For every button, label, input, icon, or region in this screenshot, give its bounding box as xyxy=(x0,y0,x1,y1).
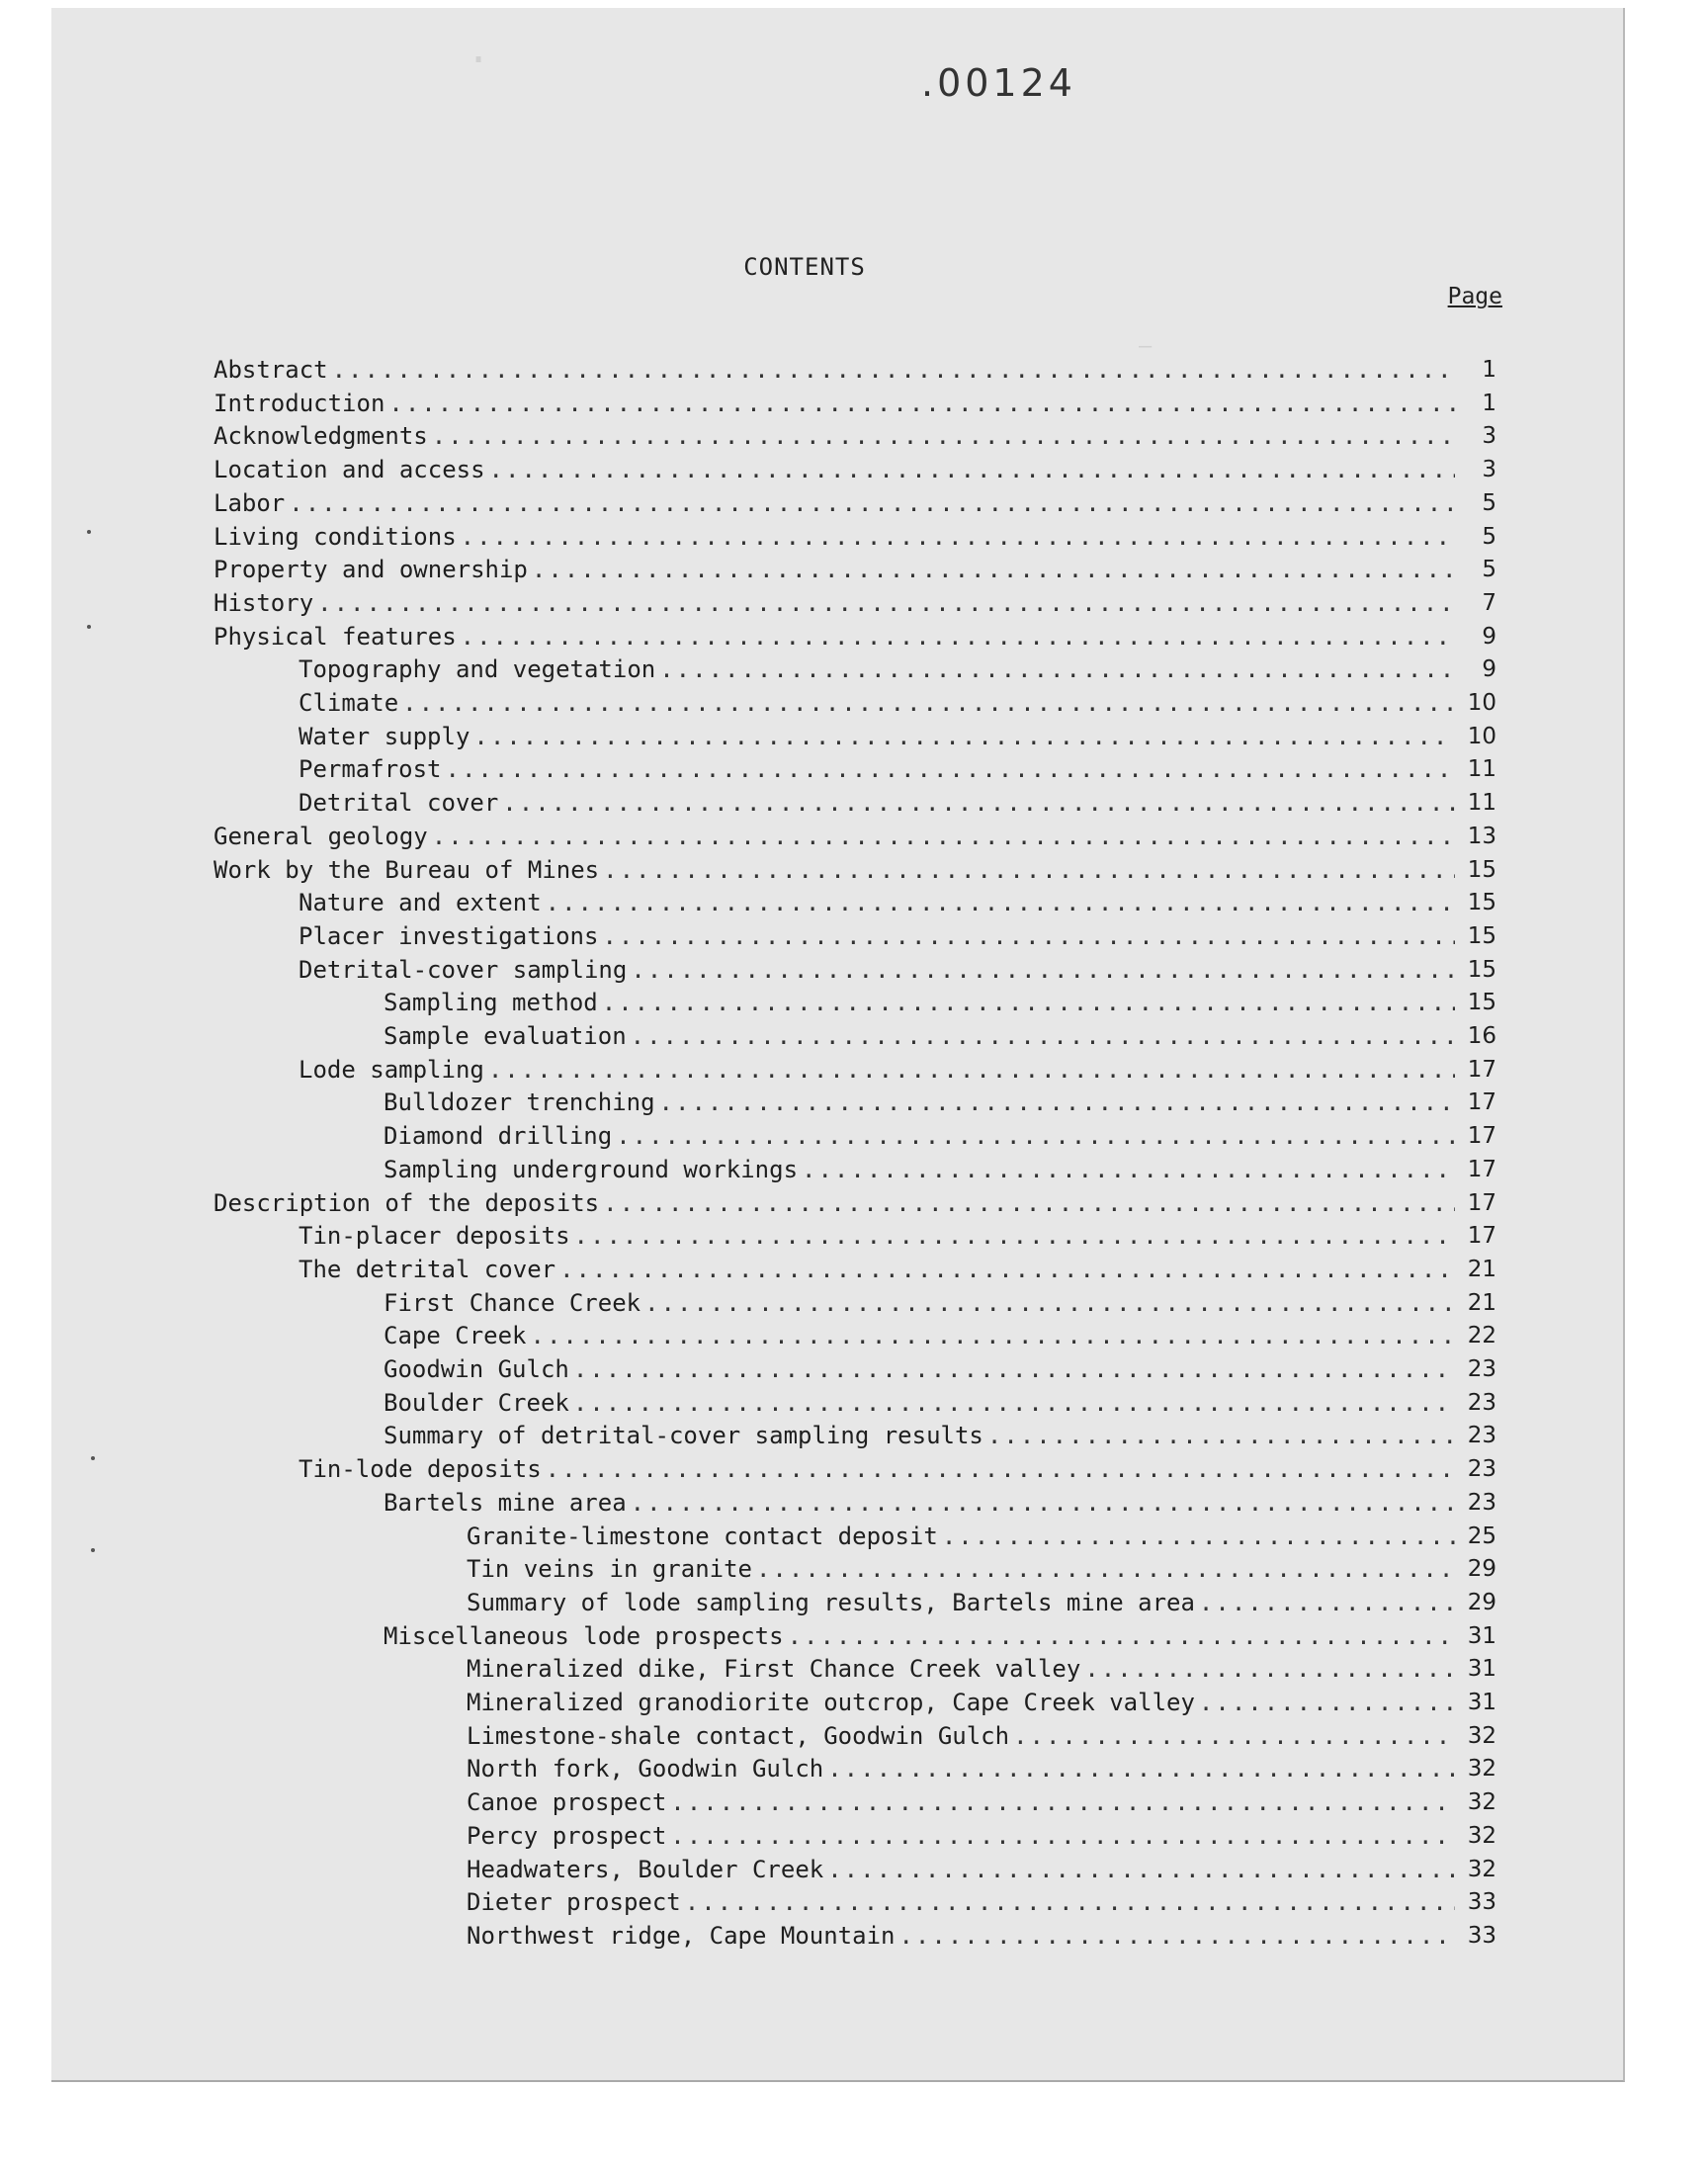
toc-entry-label: Sample evaluation xyxy=(384,1022,627,1050)
toc-entry-label: Bartels mine area xyxy=(384,1489,627,1517)
toc-entry-label: Summary of detrital-cover sampling results xyxy=(384,1422,983,1449)
toc-entry-label: Water supply xyxy=(299,723,470,750)
dot-leader xyxy=(987,1422,1455,1449)
toc-entry-page: 10 xyxy=(1467,690,1496,716)
toc-entry-label: Location and access xyxy=(214,456,485,483)
toc-entry xyxy=(299,1253,1496,1286)
toc-entry-label: Mineralized dike, First Chance Creek valley xyxy=(467,1655,1081,1683)
toc-entry-page: 15 xyxy=(1467,957,1496,983)
dot-leader xyxy=(488,1056,1455,1084)
toc-entry xyxy=(384,1119,1496,1153)
toc-entry-page: 1 xyxy=(1482,391,1496,416)
toc-entry xyxy=(214,453,1496,486)
toc-entry-page: 23 xyxy=(1467,1490,1496,1516)
dot-leader xyxy=(531,1322,1456,1349)
toc-entry-page: 22 xyxy=(1467,1323,1496,1348)
toc-entry-page: 5 xyxy=(1482,490,1496,516)
toc-entry-label: Granite-limestone contact deposit xyxy=(467,1522,938,1550)
toc-entry-label: Abstract xyxy=(214,356,328,384)
dot-leader xyxy=(402,689,1455,717)
toc-entry-page: 5 xyxy=(1482,557,1496,582)
toc-entry-label: Description of the deposits xyxy=(214,1189,600,1217)
toc-entry-page: 23 xyxy=(1467,1356,1496,1382)
toc-entry xyxy=(384,1419,1496,1452)
toc-entry-page: 32 xyxy=(1467,1789,1496,1815)
toc-entry-page: 3 xyxy=(1482,423,1496,449)
toc-entry-page: 31 xyxy=(1467,1623,1496,1649)
toc-entry xyxy=(214,419,1496,453)
toc-entry-page: 32 xyxy=(1467,1723,1496,1749)
toc-entry xyxy=(214,353,1496,387)
toc-entry xyxy=(214,1186,1496,1220)
scan-speck xyxy=(91,1548,95,1552)
toc-entry xyxy=(214,586,1496,620)
toc-entry-label: Detrital-cover sampling xyxy=(299,956,628,984)
dot-leader xyxy=(388,390,1455,417)
dot-leader xyxy=(827,1755,1455,1783)
toc-entry xyxy=(384,1319,1496,1352)
toc-entry-label: Tin-placer deposits xyxy=(299,1222,570,1250)
toc-entry-label: General geology xyxy=(214,823,428,850)
toc-entry-label: Nature and extent xyxy=(299,889,542,916)
toc-entry-page: 7 xyxy=(1482,590,1496,616)
dot-leader xyxy=(332,356,1455,384)
bleed-through-mark: — xyxy=(1139,334,1153,359)
dot-leader xyxy=(432,422,1455,450)
toc-entry-label: Labor xyxy=(214,489,286,517)
toc-entry-label: Detrital cover xyxy=(299,789,499,817)
dot-leader xyxy=(573,1389,1455,1417)
toc-entry-label: Introduction xyxy=(214,390,385,417)
toc-entry-page: 10 xyxy=(1467,724,1496,749)
toc-entry xyxy=(467,1885,1496,1919)
toc-entry xyxy=(467,1919,1496,1953)
page-column-header: Page xyxy=(1447,284,1502,309)
toc-entry xyxy=(214,620,1496,653)
toc-entry xyxy=(214,853,1496,887)
toc-entry xyxy=(299,752,1496,786)
toc-entry-page: 15 xyxy=(1467,990,1496,1015)
toc-entry-label: North fork, Goodwin Gulch xyxy=(467,1755,824,1783)
dot-leader xyxy=(473,723,1455,750)
toc-entry-label: Boulder Creek xyxy=(384,1389,569,1417)
toc-entry-page: 11 xyxy=(1467,756,1496,782)
toc-entry-page: 31 xyxy=(1467,1690,1496,1715)
toc-entry xyxy=(467,1686,1496,1719)
toc-entry-page: 11 xyxy=(1467,790,1496,816)
toc-entry xyxy=(384,1619,1496,1653)
toc-entry-label: Sampling underground workings xyxy=(384,1156,799,1183)
dot-leader xyxy=(602,989,1455,1016)
document-stamp-number: .00124 xyxy=(921,61,1076,105)
toc-entry-page: 23 xyxy=(1467,1390,1496,1416)
dot-leader xyxy=(502,789,1455,817)
toc-entry xyxy=(384,1286,1496,1320)
toc-entry xyxy=(299,1053,1496,1087)
toc-entry-page: 29 xyxy=(1467,1556,1496,1582)
toc-entry-page: 31 xyxy=(1467,1656,1496,1682)
toc-entry-label: Limestone-shale contact, Goodwin Gulch xyxy=(467,1722,1010,1750)
toc-entry xyxy=(467,1819,1496,1853)
toc-entry-page: 32 xyxy=(1467,1857,1496,1882)
toc-entry-page: 21 xyxy=(1467,1257,1496,1282)
toc-entry-page: 17 xyxy=(1467,1123,1496,1149)
dot-leader xyxy=(659,655,1455,683)
toc-entry-label: Tin-lode deposits xyxy=(299,1455,542,1483)
toc-entry-label: The detrital cover xyxy=(299,1256,556,1283)
dot-leader xyxy=(546,1455,1455,1483)
dot-leader xyxy=(573,1355,1455,1383)
toc-entry xyxy=(299,1452,1496,1486)
toc-entry-page: 16 xyxy=(1467,1023,1496,1049)
toc-entry xyxy=(384,1086,1496,1119)
toc-entry-label: Physical features xyxy=(214,623,457,651)
toc-entry-page: 17 xyxy=(1467,1089,1496,1115)
dot-leader xyxy=(685,1888,1455,1916)
toc-entry-label: Cape Creek xyxy=(384,1322,527,1349)
dot-leader xyxy=(788,1622,1455,1650)
toc-entry xyxy=(299,786,1496,820)
toc-entry-page: 33 xyxy=(1467,1923,1496,1949)
toc-entry xyxy=(467,1853,1496,1886)
toc-entry-label: Miscellaneous lode prospects xyxy=(384,1622,784,1650)
page-title: CONTENTS xyxy=(743,253,866,281)
toc-entry-page: 5 xyxy=(1482,524,1496,550)
bleed-through-mark: · xyxy=(467,38,491,83)
toc-entry-label: Percy prospect xyxy=(467,1822,667,1850)
dot-leader xyxy=(461,523,1455,551)
toc-entry xyxy=(384,986,1496,1019)
toc-entry-label: Headwaters, Boulder Creek xyxy=(467,1856,824,1883)
toc-entry xyxy=(384,1386,1496,1420)
dot-leader xyxy=(631,956,1455,984)
toc-entry xyxy=(384,1019,1496,1053)
toc-entry-page: 9 xyxy=(1482,624,1496,650)
toc-entry-page: 17 xyxy=(1467,1223,1496,1249)
dot-leader xyxy=(574,1222,1455,1250)
toc-entry-label: Climate xyxy=(299,689,399,717)
toc-entry xyxy=(384,1153,1496,1186)
toc-entry xyxy=(467,1719,1496,1753)
scan-speck xyxy=(91,1456,95,1460)
toc-entry xyxy=(214,486,1496,520)
dot-leader xyxy=(559,1256,1455,1283)
toc-entry-label: Bulldozer trenching xyxy=(384,1088,655,1116)
toc-entry-page: 33 xyxy=(1467,1889,1496,1915)
toc-entry-page: 17 xyxy=(1467,1057,1496,1083)
toc-entry-label: First Chance Creek xyxy=(384,1289,641,1317)
toc-entry xyxy=(214,820,1496,853)
toc-entry-label: Sampling method xyxy=(384,989,598,1016)
toc-entry-label: Canoe prospect xyxy=(467,1788,667,1816)
dot-leader xyxy=(898,1922,1455,1950)
toc-entry xyxy=(384,1486,1496,1520)
dot-leader xyxy=(432,823,1455,850)
toc-entry-page: 23 xyxy=(1467,1423,1496,1448)
toc-entry xyxy=(384,1352,1496,1386)
toc-entry xyxy=(467,1520,1496,1553)
toc-entry xyxy=(214,553,1496,586)
toc-entry-page: 1 xyxy=(1482,357,1496,383)
dot-leader xyxy=(802,1156,1455,1183)
toc-entry-page: 3 xyxy=(1482,457,1496,482)
toc-entry-label: Living conditions xyxy=(214,523,457,551)
toc-entry-page: 23 xyxy=(1467,1456,1496,1482)
toc-entry xyxy=(299,886,1496,919)
dot-leader xyxy=(670,1788,1455,1816)
dot-leader xyxy=(670,1822,1455,1850)
toc-entry-label: Northwest ridge, Cape Mountain xyxy=(467,1922,896,1950)
toc-entry-page: 15 xyxy=(1467,890,1496,915)
dot-leader xyxy=(289,489,1455,517)
toc-entry-label: Acknowledgments xyxy=(214,422,428,450)
toc-entry xyxy=(467,1552,1496,1586)
dot-leader xyxy=(461,623,1455,651)
toc-entry xyxy=(214,520,1496,554)
toc-entry-label: Property and ownership xyxy=(214,556,528,583)
dot-leader xyxy=(631,1022,1455,1050)
toc-entry-label: Mineralized granodiorite outcrop, Cape Creek valley xyxy=(467,1689,1195,1716)
toc-entry-page: 17 xyxy=(1467,1190,1496,1216)
toc-entry xyxy=(467,1752,1496,1785)
toc-entry xyxy=(299,953,1496,987)
toc-entry xyxy=(299,720,1496,753)
scan-speck xyxy=(87,530,91,534)
toc-entry xyxy=(467,1652,1496,1686)
toc-entry-label: Topography and vegetation xyxy=(299,655,656,683)
toc-entry xyxy=(299,652,1496,686)
toc-entry-label: Goodwin Gulch xyxy=(384,1355,569,1383)
dot-leader xyxy=(1013,1722,1455,1750)
toc-entry-label: Summary of lode sampling results, Bartels mine area xyxy=(467,1589,1195,1616)
dot-leader xyxy=(317,589,1455,617)
toc-entry xyxy=(299,686,1496,720)
toc-entry-label: Lode sampling xyxy=(299,1056,484,1084)
toc-entry-label: Work by the Bureau of Mines xyxy=(214,856,600,884)
toc-entry-page: 9 xyxy=(1482,656,1496,682)
dot-leader xyxy=(489,456,1455,483)
toc-entry-page: 21 xyxy=(1467,1290,1496,1316)
dot-leader xyxy=(446,755,1456,783)
dot-leader xyxy=(1199,1589,1455,1616)
dot-leader xyxy=(616,1122,1455,1150)
toc-entry-label: Diamond drilling xyxy=(384,1122,613,1150)
dot-leader xyxy=(1199,1689,1455,1716)
dot-leader xyxy=(644,1289,1455,1317)
dot-leader xyxy=(942,1522,1455,1550)
toc-entry-label: Placer investigations xyxy=(299,922,599,950)
toc-entry-page: 32 xyxy=(1467,1756,1496,1782)
dot-leader xyxy=(659,1088,1455,1116)
dot-leader xyxy=(603,856,1455,884)
dot-leader xyxy=(532,556,1455,583)
dot-leader xyxy=(602,922,1455,950)
toc-entry-label: History xyxy=(214,589,314,617)
scan-speck xyxy=(87,625,91,629)
toc-entry-page: 15 xyxy=(1467,857,1496,883)
toc-entry-page: 32 xyxy=(1467,1823,1496,1849)
dot-leader xyxy=(546,889,1455,916)
dot-leader xyxy=(756,1555,1455,1583)
toc-entry-page: 15 xyxy=(1467,923,1496,949)
toc-entry xyxy=(467,1586,1496,1619)
toc-entry-label: Tin veins in granite xyxy=(467,1555,752,1583)
toc-entry-page: 17 xyxy=(1467,1157,1496,1182)
toc-entry-label: Dieter prospect xyxy=(467,1888,681,1916)
toc-entry-label: Permafrost xyxy=(299,755,442,783)
toc-entry-page: 13 xyxy=(1467,824,1496,849)
toc-entry-page: 25 xyxy=(1467,1523,1496,1549)
dot-leader xyxy=(631,1489,1455,1517)
toc-entry-page: 29 xyxy=(1467,1590,1496,1615)
dot-leader xyxy=(1084,1655,1455,1683)
toc-entry xyxy=(299,919,1496,953)
toc-entry xyxy=(214,387,1496,420)
dot-leader xyxy=(603,1189,1455,1217)
dot-leader xyxy=(827,1856,1455,1883)
toc-entry xyxy=(467,1785,1496,1819)
toc-entry xyxy=(299,1219,1496,1253)
